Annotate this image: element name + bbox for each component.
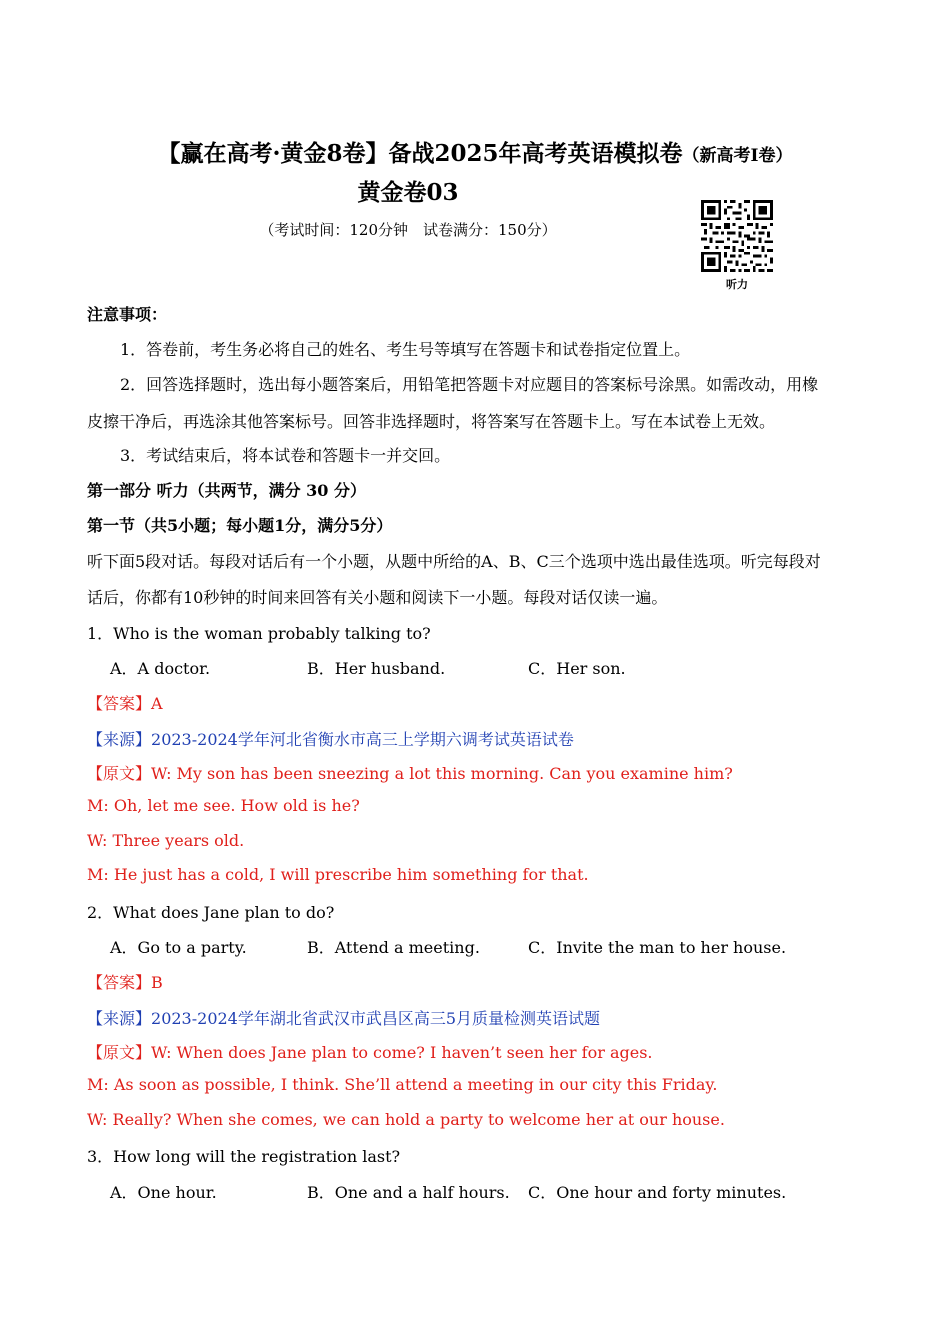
question-2-answer xyxy=(87,970,163,993)
part1-heading: 第一部分 听力（共两节，满分 30 分） xyxy=(87,481,366,500)
source-label: 【来源】 xyxy=(87,730,152,749)
qr-code-icon[interactable] xyxy=(697,200,777,272)
transcript-line: W: Really? When she comes, we can hold a party to welcome her at our house. xyxy=(87,1110,725,1129)
notice-heading: 注意事项： xyxy=(87,305,168,324)
question-2-option-c[interactable]: C．Invite the man to her house. xyxy=(528,938,787,957)
transcript-line: W: Three years old. xyxy=(87,831,245,850)
source-value: 2023-2024学年湖北省武汉市武昌区高三5月质量检测英语试题 xyxy=(151,1009,601,1028)
transcript-label: 【原文】 xyxy=(87,764,152,783)
instructions-line1: 听下面5段对话。每段对话后有一个小题，从题中所给的A、B、C三个选项中选出最佳选项。听完每段对 xyxy=(87,552,821,571)
notice-item-2-line2: 皮擦干净后，再选涂其他答案标号。回答非选择题时，将答案写在答题卡上。写在本试卷上无效。 xyxy=(87,412,776,431)
question-2-transcript xyxy=(87,1040,653,1063)
notice-item-2-line1: 2．回答选择题时，选出每小题答案后，用铅笔把答题卡对应题目的答案标号涂黑。如需改动，用橡 xyxy=(120,375,819,394)
transcript-line: W: My son has been sneezing a lot this morning. Can you examine him? xyxy=(151,764,733,783)
question-3-option-a[interactable]: A．One hour. xyxy=(110,1183,217,1202)
notice-item-1: 1．答卷前，考生务必将自己的姓名、考生号等填写在答题卡和试卷指定位置上。 xyxy=(120,340,691,359)
source-value: 2023-2024学年河北省衡水市高三上学期六调考试英语试卷 xyxy=(151,730,574,749)
question-3-option-b[interactable]: B．One and a half hours. xyxy=(307,1183,510,1202)
title-main: 【赢在高考·黄金8卷】备战2025年高考英语模拟卷 xyxy=(157,140,683,167)
question-1-option-a[interactable]: A．A doctor. xyxy=(110,659,211,678)
question-1-source xyxy=(87,727,574,750)
transcript-line: M: He just has a cold, I will prescribe him something for that. xyxy=(87,865,589,884)
transcript-line: M: As soon as possible, I think. She’ll attend a meeting in our city this Friday. xyxy=(87,1075,718,1094)
exam-info: （考试时间：120分钟 试卷满分：150分） xyxy=(259,221,557,239)
question-2-source xyxy=(87,1006,600,1029)
paper-subtitle: 黄金卷03 xyxy=(357,179,459,206)
question-1-answer xyxy=(87,691,163,714)
instructions-line2: 话后，你都有10秒钟的时间来回答有关小题和阅读下一小题。每段对话仅读一遍。 xyxy=(87,588,668,607)
answer-label: 【答案】 xyxy=(87,973,152,992)
answer-value: A xyxy=(151,694,163,713)
answer-value: B xyxy=(151,973,163,992)
question-2-option-b[interactable]: B．Attend a meeting. xyxy=(307,938,480,957)
transcript-label: 【原文】 xyxy=(87,1043,152,1062)
page-title xyxy=(0,135,950,168)
question-2-option-a[interactable]: A．Go to a party. xyxy=(110,938,247,957)
question-2-stem: 2．What does Jane plan to do? xyxy=(87,903,335,922)
transcript-line: M: Oh, let me see. How old is he? xyxy=(87,796,360,815)
section1-heading: 第一节（共5小题；每小题1分，满分5分） xyxy=(87,516,393,535)
question-3-stem: 3．How long will the registration last? xyxy=(87,1147,401,1166)
notice-item-3: 3．考试结束后，将本试卷和答题卡一并交回。 xyxy=(120,446,451,465)
question-1-option-b[interactable]: B．Her husband. xyxy=(307,659,446,678)
transcript-line: W: When does Jane plan to come? I haven’t seen her for ages. xyxy=(151,1043,653,1062)
title-edition: （新高考I卷） xyxy=(682,146,793,166)
answer-label: 【答案】 xyxy=(87,694,152,713)
question-3-option-c[interactable]: C．One hour and forty minutes. xyxy=(528,1183,787,1202)
question-1-stem: 1．Who is the woman probably talking to? xyxy=(87,624,431,643)
question-1-option-c[interactable]: C．Her son. xyxy=(528,659,626,678)
qr-label: 听力 xyxy=(726,278,748,291)
question-1-transcript xyxy=(87,761,733,784)
source-label: 【来源】 xyxy=(87,1009,152,1028)
